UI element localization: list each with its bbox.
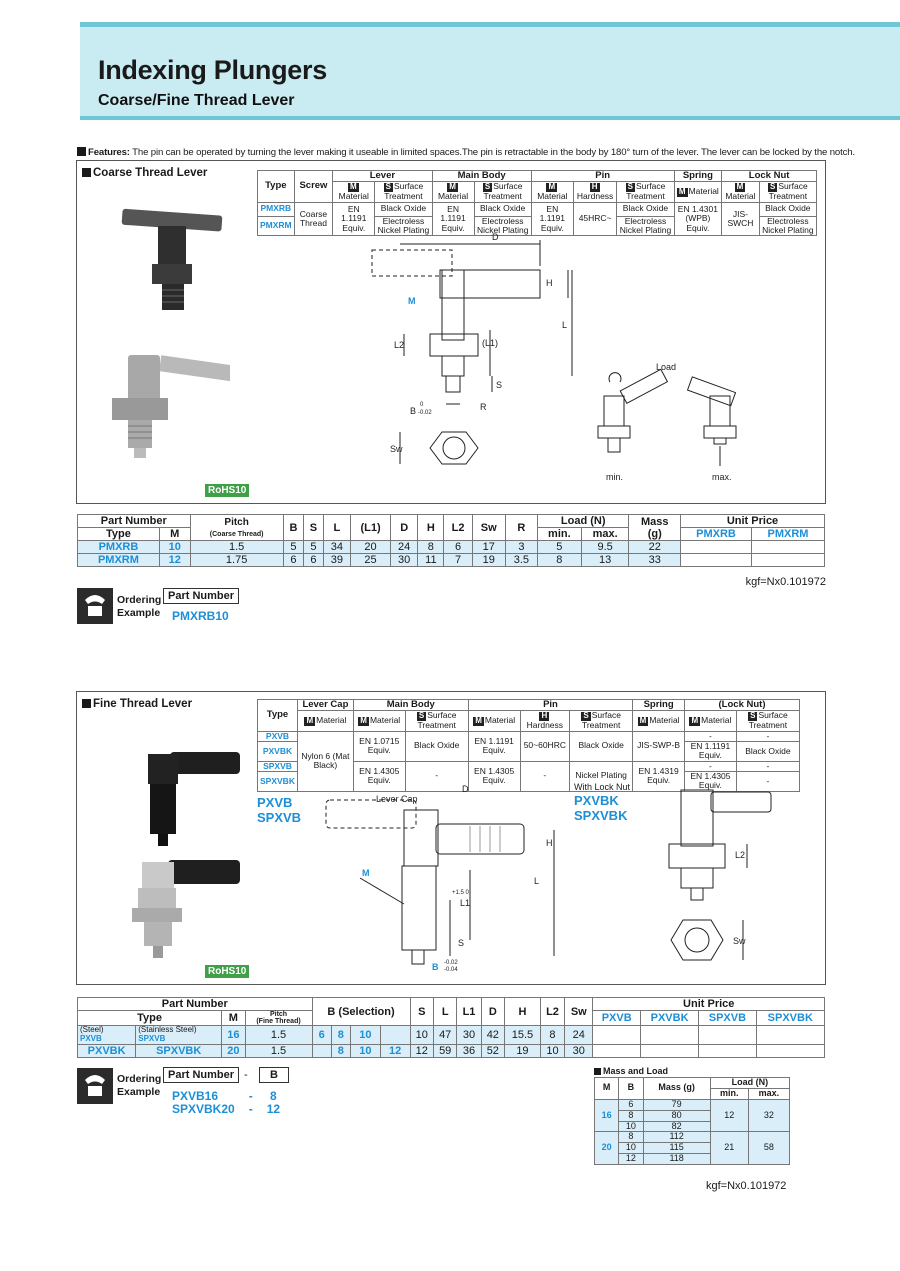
svg-text:L1: L1 [460,898,471,908]
fine-product-photo [120,740,240,960]
svg-text:M: M [408,296,416,306]
page-title: Indexing Plungers [98,55,327,85]
fine-dash: - [244,1069,248,1081]
svg-text:Lever Cap: Lever Cap [376,794,418,804]
fine-part-table: Part Number B (Selection) S L L1 D H L2 Sw Unit Price Type M Pitch (Fine Thread) PXVB PXVBK SPXVB SPXVBK (Steel) PXVB (Stainless Steel) SPXVB 16 1.5 6 8 10 10 47 30 42 15.5 8 24 PXVBK SPXVBK 20 1.5 8 10 12 12 59 36 52 19 10 30 [77,997,825,1058]
svg-text:L2: L2 [394,340,405,350]
svg-text:min.: min. [606,472,624,482]
table-row: PMXRM 12 1.75 6 6 39 25 30 11 7 19 3.5 8 13 33 [78,554,825,567]
svg-text:+1.5 0: +1.5 0 [452,890,469,896]
coarse-technical-drawing [360,230,780,500]
fine-technical-drawing [320,780,560,975]
fine-order-examples: PXVB16 - 8 SPXVBK20 - 12 [172,1089,281,1117]
fine-lock-nut-note: With Lock Nut [574,782,631,792]
svg-text:-0.04: -0.04 [444,967,458,973]
table-row: PMXRB 10 1.5 5 5 34 20 24 8 6 17 3 5 9.5 22 [78,541,825,554]
coarse-spec-table: Type Screw Lever Main Body Pin Spring Lock Nut MMaterial S Surface Treatment MMaterial S Surface Treatment MMaterial HHardness S Surface Treatment M Material MMaterial S Surface Treatment PMXRB Coarse Thread EN 1.1191 Equiv. Black Oxide EN 1.1191 Equiv. Black Oxide EN 1.1191 Equiv. 45HRC~ Black Oxide EN 1.4301 (WPB) Equiv. JIS-SWCH Black Oxide PMXRM Electroless Nickel Plating Electroless Nickel Plating Electroless Nickel Plating Electroless Nickel Plating [257,170,817,236]
svg-text:B: B [432,962,439,972]
fine-locknut-drawing [655,780,775,970]
features-line: Features: The pin can be operated by turning the lever making it useable in limited spaces.The pin is retractable in the body by 180° turn of the lever. The lever can be locked by the notch. [77,147,855,158]
table-row: (Steel) PXVB (Stainless Steel) SPXVB 16 1.5 6 8 10 10 47 30 42 15.5 8 24 [78,1026,825,1045]
coarse-part-table: Part Number Pitch (Coarse Thread) B S L (L1) D H L2 Sw R Load (N) Mass (g) Unit Price Type M min. max. PMXRB PMXRM PMXRB 10 1.5 5 5 34 20 24 8 6 17 3 5 9.5 22 PMXRM 12 1.75 6 6 39 25 30 11 7 19 3.5 8 13 33 [77,514,825,567]
coarse-pn-label: Part Number [163,588,239,604]
fine-pn-label: Part Number [163,1067,239,1083]
fine-left-labels: PXVB SPXVB [257,795,302,825]
coarse-rohs-badge: RoHS10 [205,484,249,497]
svg-text:R: R [480,402,487,412]
fine-spec-table: Type Lever Cap Main Body Pin Spring (Lock Nut) M Material M Material S Surface Treatment M Material HHardness S Surface Treatment M Material M Material S Surface Treatment PXVB Nylon 6 (Mat Black) EN 1.0715 Equiv. Black Oxide EN 1.1191 Equiv. 50~60HRC Black Oxide JIS-SWP-B - - PXVBK EN 1.1191 Equiv. Black Oxide SPXVB EN 1.4305 Equiv. - EN 1.4305 Equiv. - Nickel Plating EN 1.4319 Equiv. - - SPXVBK EN 1.4305 Equiv. - [257,699,800,792]
svg-text:S: S [496,380,503,390]
svg-text:L: L [562,320,568,330]
svg-text:M: M [362,868,370,878]
svg-text:D: D [492,232,499,242]
coarse-ordering-label: Ordering Example [117,594,162,619]
phone-icon [77,1068,113,1104]
svg-text:L2: L2 [735,850,746,860]
fine-right-labels: PXVBK SPXVBK [574,793,628,823]
svg-text:-0.02: -0.02 [444,960,458,966]
svg-text:S: S [458,938,465,948]
svg-text:max.: max. [712,472,732,482]
svg-text:H: H [546,278,553,288]
fine-b-label: B [259,1067,289,1083]
fine-rohs-badge: RoHS10 [205,965,249,978]
coarse-section-title: Coarse Thread Lever [82,167,207,179]
svg-text:L: L [534,876,540,886]
svg-text:(L1): (L1) [482,338,499,348]
coarse-order-example: PMXRB10 [172,609,229,623]
svg-text:Sw: Sw [390,444,403,454]
svg-text:H: H [546,838,553,848]
fine-section-title: Fine Thread Lever [82,698,192,710]
fine-kgf-note: kgf=Nx0.101972 [706,1180,787,1192]
svg-text:0: 0 [420,402,424,408]
coarse-product-photo [100,200,230,460]
svg-text:D: D [462,784,469,794]
mass-load-title: Mass and Load [594,1066,668,1076]
svg-text:-0.02: -0.02 [418,410,432,416]
svg-text:Sw: Sw [733,936,746,946]
page-subtitle: Coarse/Fine Thread Lever [98,92,295,109]
table-row: PXVBK SPXVBK 20 1.5 8 10 12 12 59 36 52 19 10 30 [78,1044,825,1057]
svg-text:Load: Load [656,362,677,372]
fine-ordering-label: Ordering Example [117,1073,162,1098]
mass-load-table: M B Mass (g) Load (N) min. max. 16 6 79 12 32 8 80 10 82 20 8 112 21 58 10 115 12 118 [594,1077,790,1165]
phone-icon [77,588,113,624]
svg-text:B: B [410,406,417,416]
coarse-kgf-note: kgf=Nx0.101972 [745,576,826,588]
